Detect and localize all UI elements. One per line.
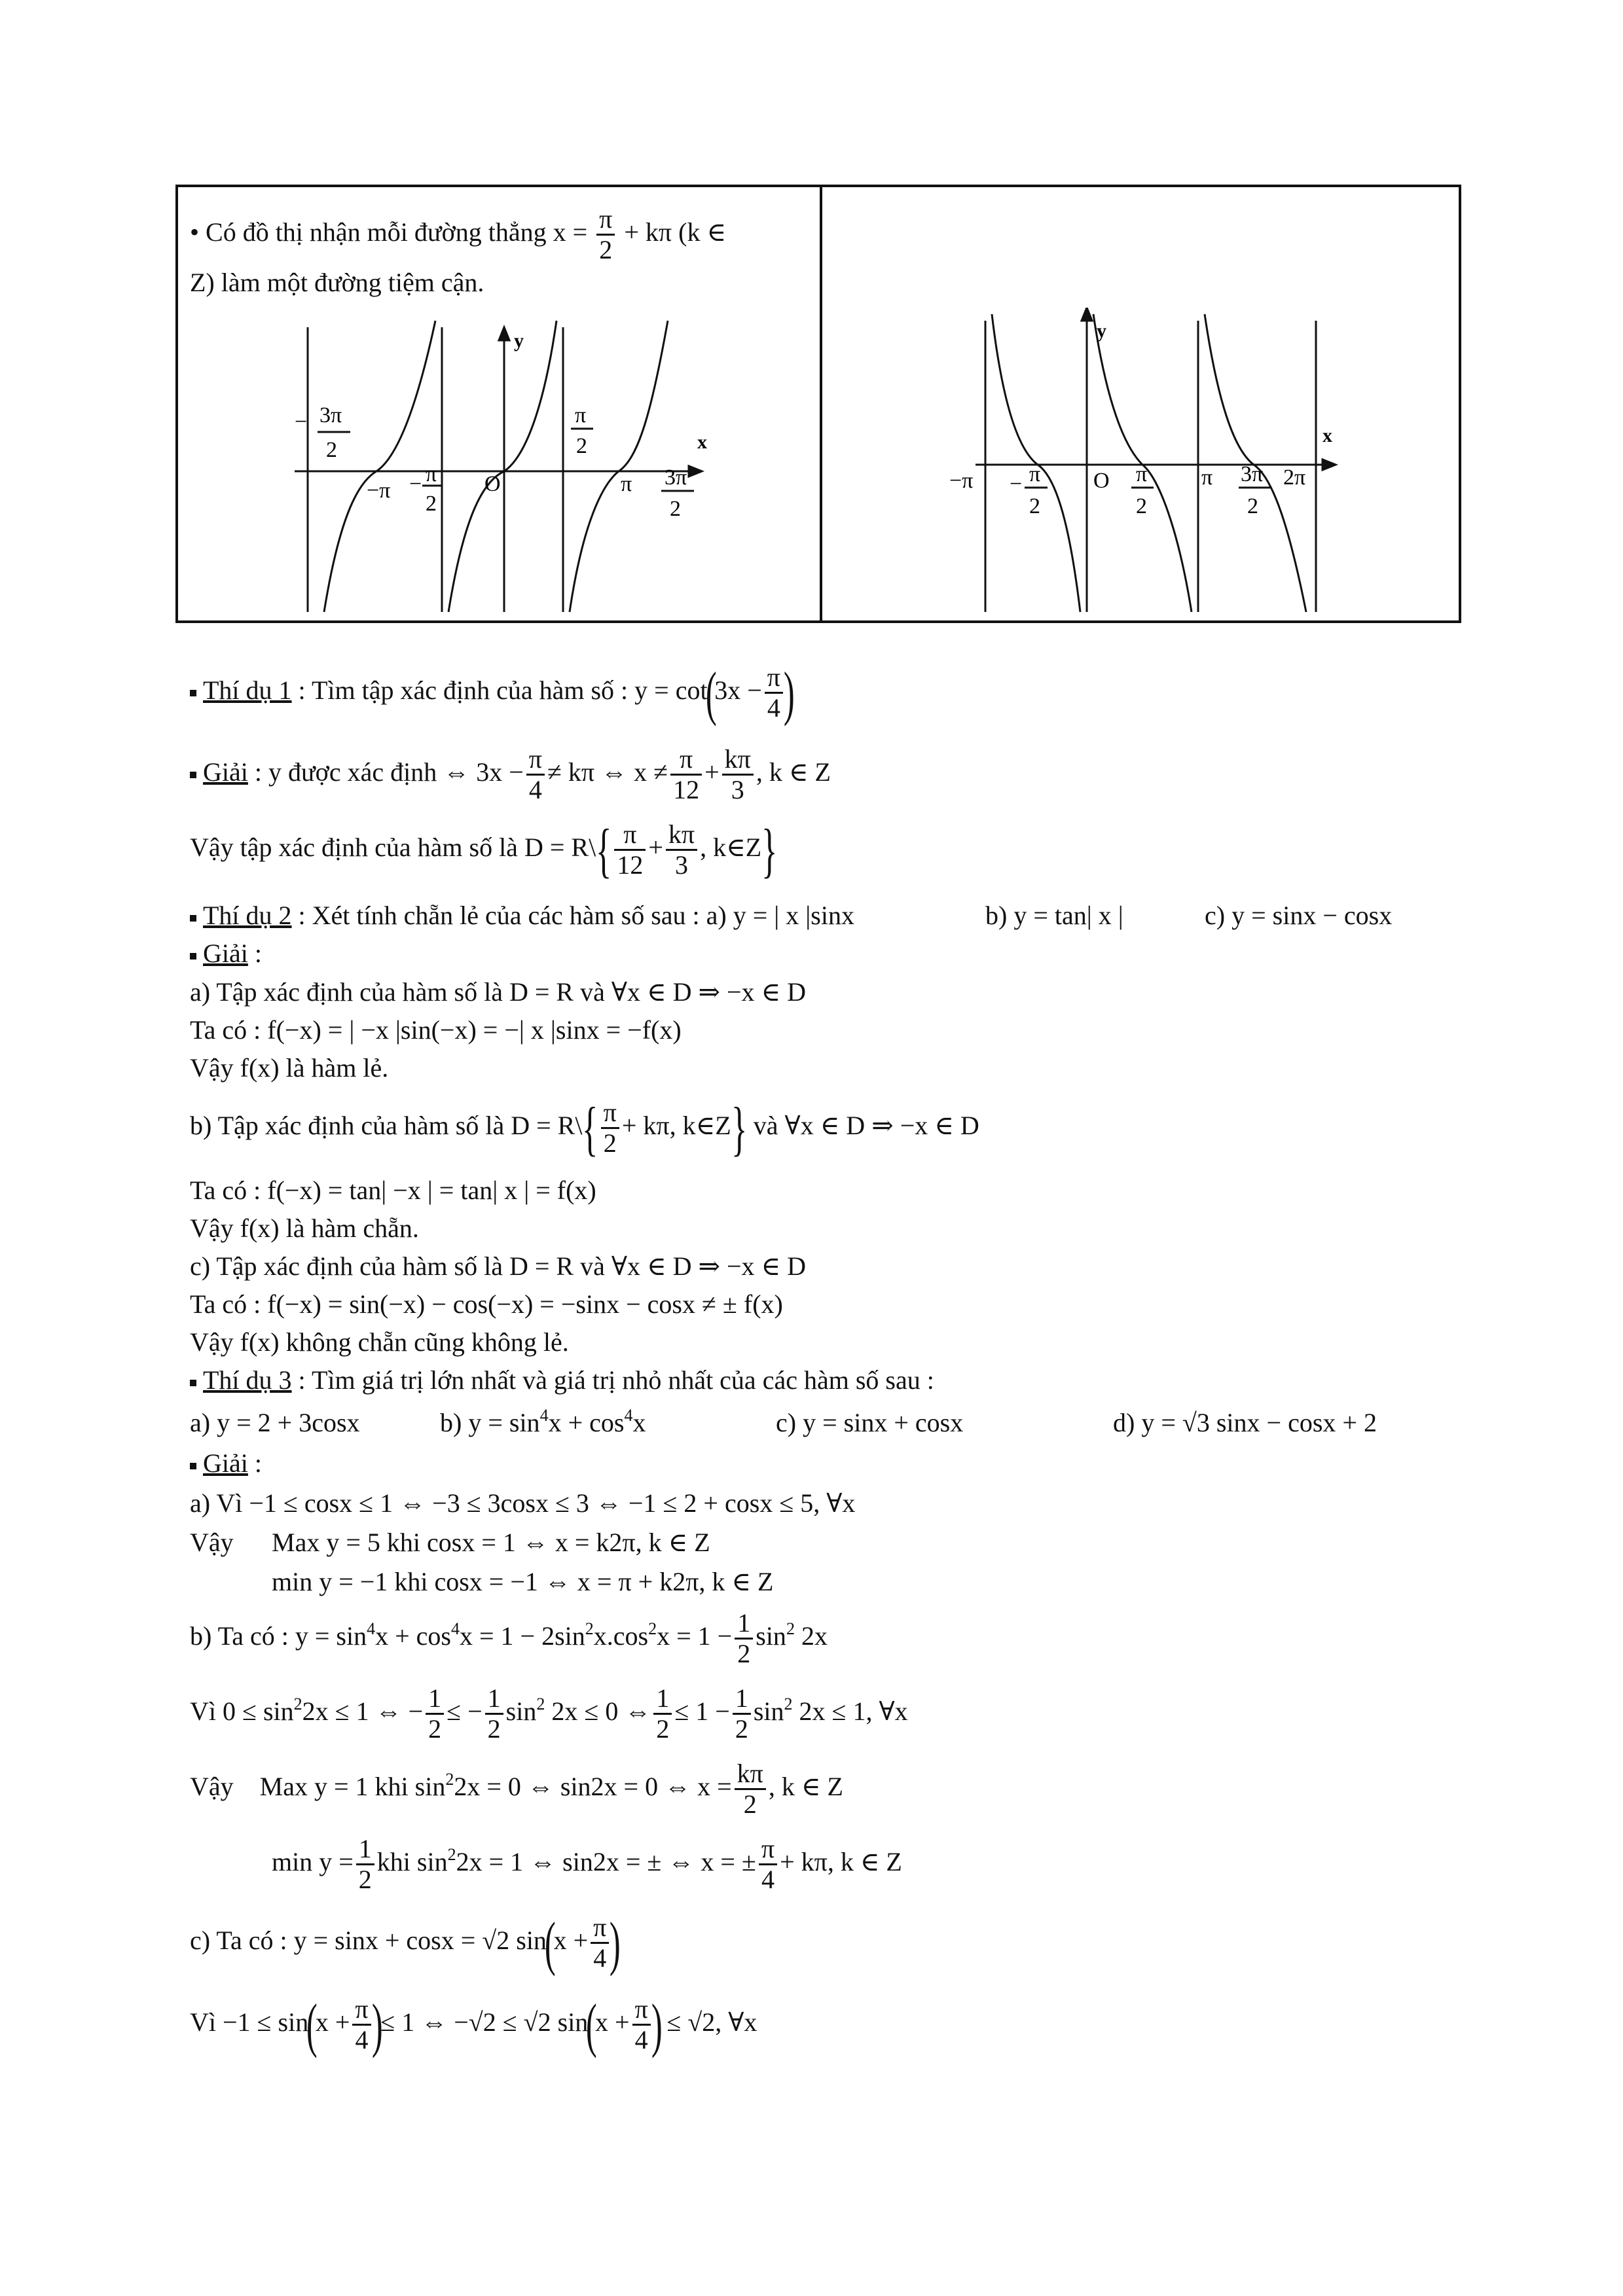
bullet-square [190,953,196,960]
example-3-line: Thí dụ 3 : Tìm giá trị lớn nhất và giá trị nhỏ nhất của các hàm số sau : [190,1365,934,1396]
x-axis-arrow [689,466,702,476]
solution-2-c3: Vậy f(x) không chẵn cũng không lẻ. [190,1327,569,1357]
tan-branch-1 [324,321,435,612]
svg-text:π: π [575,403,587,427]
table-divider [820,185,822,623]
label-y: y [1097,320,1106,342]
example-2-b: b) y = tan| x | [985,901,1123,930]
solution-3-b3: Vậy Max y = 1 khi $\sin^22x = 0$ ⇔ sin2x = 0 ⇔ x = $\frac{k\pi}{2}$ , k ∈ Z [190,1759,843,1820]
svg-text:π: π [621,472,632,496]
svg-text:−: − [409,472,422,496]
solution-2-b3: Vậy f(x) là hàm chẵn. [190,1213,419,1243]
tan-graph [288,314,733,615]
svg-text:π: π [1029,462,1041,486]
property-line-1: • Có đồ thị nhận mỗi đường thẳng x = $\frac{\pi}{2}$ + kπ (k ∈ [190,204,727,265]
label-x: x [1322,425,1332,446]
svg-text:3π: 3π [665,465,687,490]
svg-text:π: π [426,462,437,486]
example-2-title: Thí dụ 2 [203,901,292,930]
solution-2-c2: Ta có : f(−x) = sin(−x) − cos(−x) = −sinx − cosx ≠ ± f(x) [190,1289,783,1319]
example-3-d: d) y = √3 sinx − cosx + 2 [1113,1408,1377,1437]
property-line-2: Z) làm một đường tiệm cận. [190,268,484,297]
bullet-square [190,1380,196,1386]
bullet-square [190,915,196,922]
label-minus-pi: −π [367,478,391,503]
solution-3-a3: min y = −1 khi cosx = −1 ⇔ x = π + k2π, k ∈ Z [272,1567,774,1596]
label-minus-pi: −π [949,469,974,493]
solution-3-c2: Vì −1 ≤ sin(x + $\frac{\pi}{4}$ )≤ 1 ⇔ −√2 ≤ √2 sin(x + $\frac{\pi}{4}$ ) ≤ √2, ∀x [190,1991,757,2058]
solution-3-title-line: Giải : [190,1448,262,1479]
svg-text:π: π [1201,465,1213,490]
example-1-line: Thí dụ 1 : Tìm tập xác định của hàm số : y = cot(3x − $\frac{\pi}{4}$ ) [190,658,793,723]
svg-text:2π: 2π [1283,465,1306,490]
example-3-a: a) y = 2 + 3cosx [190,1408,360,1437]
solution-2-a2: Ta có : f(−x) = | −x |sin(−x) = −| x |sinx = −f(x) [190,1015,682,1045]
label-origin: O [1093,469,1110,493]
solution-2-b1: b) Tập xác định của hàm số là D = R\{ $\frac{\pi}{2}$ + kπ, k∈Z} và ∀x ∈ D ⇒ −x ∈ D [190,1094,979,1162]
solution-2-title-line: Giải : [190,938,262,969]
svg-text:2: 2 [426,492,437,516]
example-3-b: b) $y = \sin^4x + \cos^4x$ [440,1406,646,1437]
solution-1-title: Giải [203,757,248,787]
tan-branch-3 [570,321,668,612]
label-origin: O [484,472,501,496]
svg-text:2: 2 [576,434,587,458]
domain-1-line: Vậy tập xác định của hàm số là D = R\{ $\frac{\pi}{12}$ + $\frac{k\pi}{3}$ , k∈Z} [190,816,778,884]
svg-text:2: 2 [1247,494,1258,518]
solution-2-title: Giải [203,939,248,968]
fraction-pi-over-2: $\frac{\pi}{2}$ [596,205,615,264]
solution-3-b4: min y = $\frac{1}{2}$ khi $\sin^22x = 1$ ⇔ sin2x = ± ⇔ x = ± $\frac{\pi}{4}$ + kπ, k ∈ Z [272,1834,902,1895]
example-2-c: c) y = sinx − cosx [1205,901,1393,930]
solution-3-a1: a) Vì −1 ≤ cosx ≤ 1 ⇔ −3 ≤ 3cosx ≤ 3 ⇔ −1 ≤ 2 + cosx ≤ 5, ∀x [190,1488,856,1518]
example-1-title: Thí dụ 1 [203,675,292,705]
bullet-dot: • [190,217,200,247]
solution-2-a1: a) Tập xác định của hàm số là D = R và ∀x ∈ D ⇒ −x ∈ D [190,977,807,1007]
solution-3-a2-label: Vậy [190,1528,234,1557]
y-axis-arrow [499,327,509,340]
solution-3-c1: c) Ta có : y = sinx + cosx = √2 sin(x + $\frac{\pi}{4}$ ) [190,1909,621,1977]
solution-2-a3: Vậy f(x) là hàm lẻ. [190,1053,389,1083]
example-2-line: Thí dụ 2 : Xét tính chẵn lẻ của các hàm số sau : a) y = | x |sinx [190,900,854,931]
solution-3-b2: Vì $0 \le \sin^22x \le 1$ ⇔ − $\frac{1}{2}$ ≤ − $\frac{1}{2}$ $\sin^2 2x \le 0$ ⇔ $\frac{1}{2}$ ≤ 1 − $\frac{1}{2}$ $\sin^2 2x \le 1$, ∀x [190,1683,908,1744]
solution-1-line: Giải : y được xác định ⇔ 3x − $\frac{\pi}{4}$ ≠ kπ ⇔ x ≠ $\frac{\pi}{12}$ + $\frac{k\pi}{3}$ , k ∈ Z [190,740,831,805]
example-3-c: c) y = sinx + cosx [776,1408,964,1437]
x-axis-arrow [1322,459,1336,470]
svg-text:π: π [1136,462,1148,486]
solution-2-b2: Ta có : f(−x) = tan| −x | = tan| x | = f(x) [190,1175,596,1205]
bullet-square [190,690,196,696]
tan-branch-2 [448,321,556,612]
svg-text:−: − [1010,472,1023,496]
cot-graph [943,308,1401,615]
svg-text:3π: 3π [1241,462,1264,486]
bullet-square [190,772,196,778]
label-y: y [514,330,524,351]
example-3-title: Thí dụ 3 [203,1365,292,1395]
svg-text:2: 2 [1029,494,1040,518]
solution-3-title: Giải [203,1448,248,1478]
solution-2-c1: c) Tập xác định của hàm số là D = R và ∀x ∈ D ⇒ −x ∈ D [190,1251,807,1281]
svg-text:2: 2 [1136,494,1147,518]
solution-3-b1: b) Ta có : $y = \sin^4x + \cos^4x = 1 - 2\sin^2x.\cos^2x = 1$ − $\frac{1}{2}$ $\sin^2 2x$ [190,1608,828,1669]
svg-text:2: 2 [326,438,337,462]
label-3pi: 3π [319,403,342,427]
y-axis-arrow [1082,308,1092,321]
bullet-square [190,1463,196,1469]
svg-text:−: − [295,410,308,434]
solution-3-a2: Max y = 5 khi cosx = 1 ⇔ x = k2π, k ∈ Z [272,1528,710,1557]
svg-text:2: 2 [670,497,681,521]
label-x: x [697,431,707,453]
